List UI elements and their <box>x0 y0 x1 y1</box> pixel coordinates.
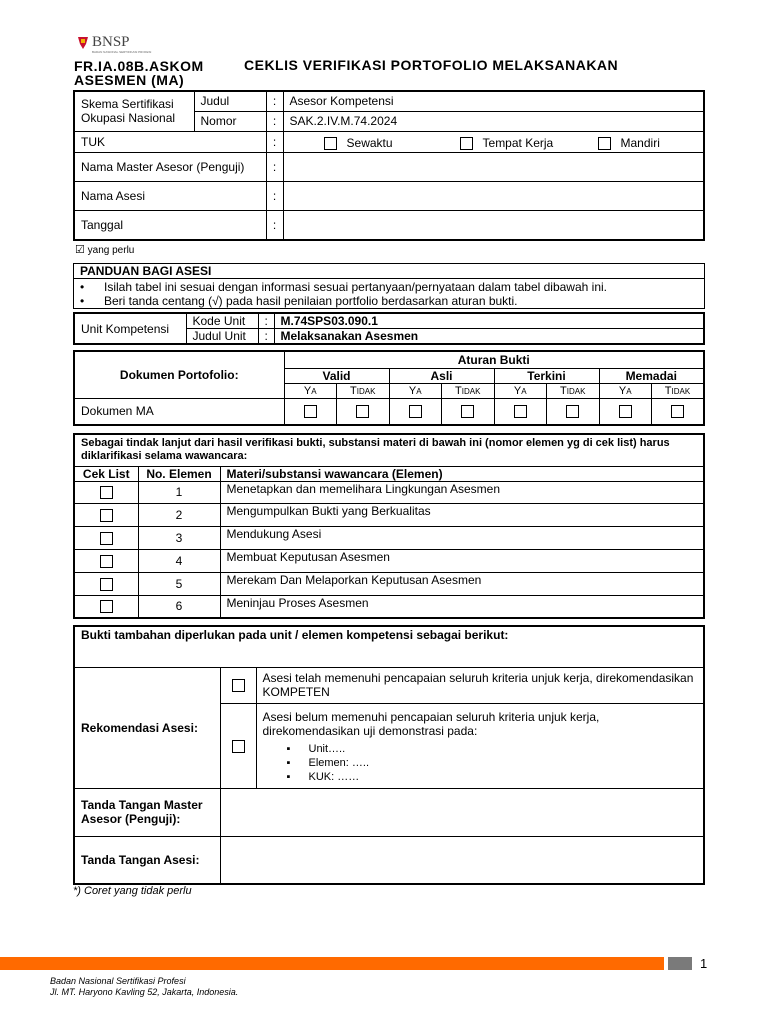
asesi-field[interactable] <box>283 181 704 210</box>
checkbox-icon[interactable] <box>304 405 317 418</box>
judul-unit-label: Judul Unit <box>186 329 258 345</box>
col-ya: Ya <box>284 383 337 398</box>
checkbox-icon[interactable] <box>232 740 245 753</box>
wawancara-table <box>73 433 705 619</box>
tuk-tempat-kerja[interactable]: Tempat Kerja <box>460 136 554 150</box>
checkbox-icon[interactable] <box>514 405 527 418</box>
table-row: 5 Merekam Dan Melaporkan Keputusan Asesmen <box>74 572 704 595</box>
judul-value[interactable]: Asesor Kompetensi <box>283 91 704 111</box>
list-item: ▪ Elemen: ….. <box>286 756 370 769</box>
checkbox-icon[interactable] <box>671 405 684 418</box>
tanggal-field[interactable] <box>283 210 704 240</box>
judul-unit-value: Melaksanakan Asesmen <box>274 329 704 345</box>
checkmark-note: ☑ yang perlu <box>75 244 135 256</box>
table-row: 2 Mengumpulkan Bukti yang Berkualitas <box>74 503 704 526</box>
rekomendasi-belum: Asesi belum memenuhi pencapaian seluruh kriteria unjuk kerja, direkomendasikan uji demonstrasi pada: ▪ Unit….. ▪ Elemen: ….. ▪ KUK: …… <box>256 703 704 788</box>
bnsp-emblem-icon <box>76 35 90 51</box>
checkbox-icon[interactable] <box>100 578 113 591</box>
col-ya: Ya <box>389 383 442 398</box>
logo-subtext: BADAN NASIONAL SERTIFIKASI PROFESI <box>92 50 152 54</box>
checked-box-icon: ☑ <box>75 244 85 256</box>
wawancara-intro: Sebagai tindak lanjut dari hasil verifikasi bukti, substansi materi di bawah ini (nomor elemen yg di cek list) harus diklarifikasi selama wawancara: <box>74 434 704 466</box>
portfolio-table <box>73 350 705 426</box>
aturan-header: Aturan Bukti <box>284 351 704 368</box>
group-asli: Asli <box>389 368 494 383</box>
nomor-label: Nomor <box>194 111 266 131</box>
list-item: • Beri tanda centang (√) pada hasil penilaian portfolio berdasarkan aturan bukti. <box>80 293 518 308</box>
kode-unit-label: Kode Unit <box>186 313 258 329</box>
checkbox-icon[interactable] <box>566 405 579 418</box>
asesi-label: Nama Asesi <box>74 181 266 210</box>
footer-gray-box <box>668 957 692 970</box>
checkbox-icon[interactable] <box>460 137 473 150</box>
checkbox-icon[interactable] <box>100 486 113 499</box>
footer-address: Jl. MT. Haryono Kavling 52, Jakarta, Indonesia. <box>50 987 239 997</box>
checkbox-icon[interactable] <box>100 555 113 568</box>
tuk-mandiri[interactable]: Mandiri <box>598 136 660 150</box>
list-item: ▪ KUK: …… <box>286 770 360 783</box>
tuk-options <box>283 131 704 152</box>
panduan-table <box>73 263 705 309</box>
col-no-elemen: No. Elemen <box>138 466 220 481</box>
ttd-asesi-label: Tanda Tangan Asesi: <box>74 836 220 884</box>
col-tidak: Tidak <box>652 383 705 398</box>
nomor-value[interactable]: SAK.2.IV.M.74.2024 <box>283 111 704 131</box>
page-number: 1 <box>700 956 708 971</box>
checkbox-icon[interactable] <box>100 509 113 522</box>
master-asesor-field[interactable] <box>283 152 704 181</box>
panduan-list <box>74 279 705 309</box>
tuk-label: TUK <box>74 131 266 152</box>
master-asesor-label: Nama Master Asesor (Penguji) <box>74 152 266 181</box>
judul-label: Judul <box>194 91 266 111</box>
form-code: FR.IA.08B.ASKOM <box>74 58 204 74</box>
col-ya: Ya <box>494 383 547 398</box>
ttd-master-label: Tanda Tangan Master Asesor (Penguji): <box>74 788 220 836</box>
footer-orange-bar <box>0 957 664 970</box>
rekomendasi-table <box>73 625 705 885</box>
checkbox-icon[interactable] <box>100 532 113 545</box>
rekomendasi-kompeten: Asesi telah memenuhi pencapaian seluruh kriteria unjuk kerja, direkomendasikan KOMPETEN <box>256 667 704 703</box>
info-table: Skema Sertifikasi Okupasi Nasional Judul : Asesor Kompetensi Nomor : SAK.2.IV.M.74.2024 TUK : Sewaktu Tempat Kerja Mandiri Nama Master Asesor (Penguji) : Nama Asesi : Tanggal : <box>73 90 705 241</box>
table-row: 1 Menetapkan dan memelihara Lingkungan Asesmen <box>74 481 704 503</box>
checkbox-icon[interactable] <box>356 405 369 418</box>
tanggal-label: Tanggal <box>74 210 266 240</box>
footer-org: Badan Nasional Sertifikasi Profesi <box>50 976 186 986</box>
checkbox-icon[interactable] <box>324 137 337 150</box>
table-row: 4 Membuat Keputusan Asesmen <box>74 549 704 572</box>
logo-text: BNSP <box>92 34 130 50</box>
group-valid: Valid <box>284 368 389 383</box>
unit-label: Unit Kompetensi <box>74 313 186 344</box>
skema-label: Skema Sertifikasi Okupasi Nasional <box>74 91 194 131</box>
checkbox-icon[interactable] <box>598 137 611 150</box>
col-cek-list: Cek List <box>74 466 138 481</box>
tuk-sewaktu[interactable]: Sewaktu <box>324 136 393 150</box>
bukti-tambahan: Bukti tambahan diperlukan pada unit / elemen kompetensi sebagai berikut: <box>74 626 704 667</box>
col-tidak: Tidak <box>442 383 495 398</box>
page-title: CEKLIS VERIFIKASI PORTOFOLIO MELAKSANAKAN ASESMEN (MA) <box>74 57 619 88</box>
kode-unit-value: M.74SPS03.090.1 <box>274 313 704 329</box>
bnsp-logo <box>76 34 152 56</box>
checkbox-icon[interactable] <box>619 405 632 418</box>
checkbox-icon[interactable] <box>461 405 474 418</box>
list-item: ▪ Unit….. <box>286 742 346 755</box>
checkbox-icon[interactable] <box>100 600 113 613</box>
group-memadai: Memadai <box>599 368 704 383</box>
col-tidak: Tidak <box>547 383 600 398</box>
table-row: 6 Meninjau Proses Asesmen <box>74 595 704 618</box>
checkbox-icon[interactable] <box>232 679 245 692</box>
rekomendasi-label: Rekomendasi Asesi: <box>74 667 220 788</box>
table-row: 3 Mendukung Asesi <box>74 526 704 549</box>
footnote: *) Coret yang tidak perlu <box>73 885 192 897</box>
col-tidak: Tidak <box>337 383 390 398</box>
unit-table: Unit Kompetensi Kode Unit : M.74SPS03.090.1 Judul Unit : Melaksanakan Asesmen <box>73 312 705 345</box>
dokumen-ma-label: Dokumen MA <box>74 398 284 425</box>
ttd-master-field[interactable] <box>220 788 704 836</box>
panduan-title: PANDUAN BAGI ASESI <box>74 264 705 279</box>
ttd-asesi-field[interactable] <box>220 836 704 884</box>
list-item: • Isilah tabel ini sesuai dengan informasi sesuai pertanyaan/pernyataan dalam tabel dibawah ini. <box>80 279 607 294</box>
dokumen-header: Dokumen Portofolio: <box>74 351 284 398</box>
group-terkini: Terkini <box>494 368 599 383</box>
col-ya: Ya <box>599 383 652 398</box>
col-materi: Materi/substansi wawancara (Elemen) <box>220 466 704 481</box>
checkbox-icon[interactable] <box>409 405 422 418</box>
